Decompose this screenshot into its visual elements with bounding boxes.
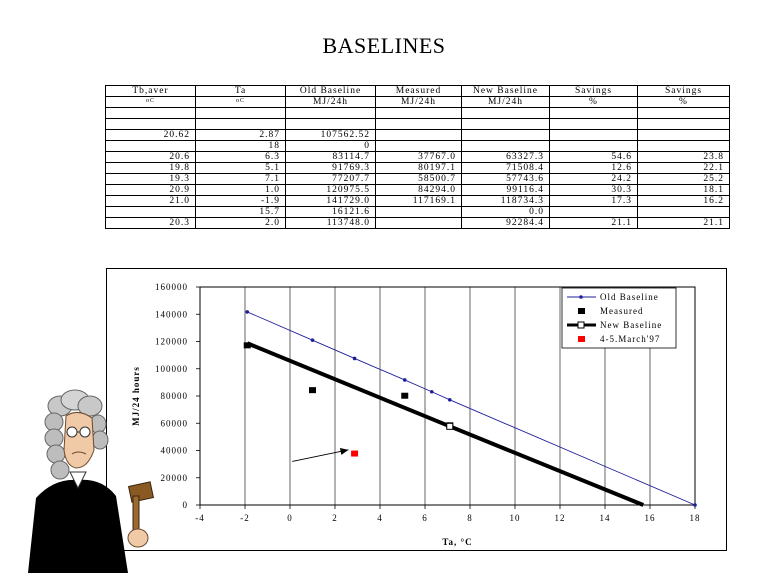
table-cell: 7.1 [196, 174, 286, 185]
x-tick-label: -4 [195, 513, 205, 523]
table-cell: 20.62 [106, 130, 196, 141]
x-tick-label: 0 [287, 513, 293, 523]
table-cell: 19.3 [106, 174, 196, 185]
legend-label: Old Baseline [600, 292, 659, 302]
judge-illustration [20, 388, 155, 573]
table-cell: 2.0 [196, 218, 286, 229]
x-tick-label: 14 [599, 513, 611, 523]
old-baseline-point [693, 503, 697, 507]
table-cell: 20.6 [106, 152, 196, 163]
table-cell: MJ/24h [376, 97, 462, 108]
legend-swatch-marker [578, 322, 584, 328]
table-cell: 17.3 [550, 196, 638, 207]
table-cell: Measured [376, 86, 462, 97]
legend-swatch-marker [578, 336, 585, 342]
table-cell: Tb,aver [106, 86, 196, 97]
x-tick-label: 16 [644, 513, 656, 523]
table-cell: 16.2 [638, 196, 730, 207]
legend-label: 4-5.March'97 [600, 334, 661, 344]
table-cell: 107562.52 [286, 130, 376, 141]
table-cell: oC [196, 97, 286, 108]
table-cell: 21.0 [106, 196, 196, 207]
old-baseline-point [353, 357, 357, 361]
table-cell: 1.0 [196, 185, 286, 196]
table-cell: 2.87 [196, 130, 286, 141]
table-cell: 21.1 [550, 218, 638, 229]
legend-swatch-marker [579, 295, 583, 299]
table-cell: 84294.0 [376, 185, 462, 196]
table-cell: 23.8 [638, 152, 730, 163]
new-baseline-point [447, 423, 453, 429]
table-cell: 22.1 [638, 163, 730, 174]
table-cell: 21.1 [638, 218, 730, 229]
table-cell: % [550, 97, 638, 108]
table-cell: 24.2 [550, 174, 638, 185]
table-cell: 19.8 [106, 163, 196, 174]
table-cell: 25.2 [638, 174, 730, 185]
x-tick-label: 4 [377, 513, 383, 523]
table-cell: 5.1 [196, 163, 286, 174]
old-baseline-point [403, 378, 407, 382]
y-tick-label: 140000 [155, 309, 188, 320]
table-cell: 117169.1 [376, 196, 462, 207]
table-cell: % [638, 97, 730, 108]
old-baseline-point [245, 310, 249, 314]
y-tick-label: 60000 [160, 418, 188, 429]
table-cell: oC [106, 97, 196, 108]
legend-label: Measured [600, 306, 644, 316]
table-cell: 113748.0 [286, 218, 376, 229]
table-cell: 63327.3 [462, 152, 550, 163]
x-tick-label: -2 [240, 513, 250, 523]
x-tick-label: 18 [689, 513, 701, 523]
table-cell: 92284.4 [462, 218, 550, 229]
legend-label: New Baseline [600, 320, 663, 330]
table-cell: 6.3 [196, 152, 286, 163]
x-tick-label: 8 [467, 513, 473, 523]
table-cell: MJ/24h [462, 97, 550, 108]
table-cell: Ta [196, 86, 286, 97]
old-baseline-point [311, 338, 315, 342]
x-tick-label: 12 [554, 513, 566, 523]
y-tick-label: 40000 [160, 445, 188, 456]
table-cell: Savings [638, 86, 730, 97]
x-tick-label: 10 [509, 513, 521, 523]
table-cell: Old Baseline [286, 86, 376, 97]
x-tick-label: 2 [332, 513, 338, 523]
old-baseline-point [448, 398, 452, 402]
table-cell: 30.3 [550, 185, 638, 196]
table-cell: 0.0 [462, 207, 550, 218]
y-tick-label: 100000 [155, 363, 188, 374]
page-title: BASELINES [322, 33, 446, 58]
y-tick-label: 20000 [160, 472, 188, 483]
x-tick-label: 6 [422, 513, 428, 523]
table-cell: 18 [196, 141, 286, 152]
table-cell: New Baseline [462, 86, 550, 97]
table-cell: 20.3 [106, 218, 196, 229]
y-tick-label: 160000 [155, 282, 188, 292]
table-cell: -1.9 [196, 196, 286, 207]
table-cell: MJ/24h [286, 97, 376, 108]
legend-swatch-marker [578, 308, 585, 314]
table-cell: 18.1 [638, 185, 730, 196]
table-cell: 120975.5 [286, 185, 376, 196]
old-baseline-point [430, 390, 434, 394]
table-cell: 141729.0 [286, 196, 376, 207]
y-tick-label: 120000 [155, 336, 188, 347]
measured-point [309, 387, 316, 393]
table-cell: 12.6 [550, 163, 638, 174]
table-cell: 77207.7 [286, 174, 376, 185]
table-cell: 16121.6 [286, 207, 376, 218]
y-tick-label: 0 [182, 500, 188, 510]
table-cell: 0 [286, 141, 376, 152]
y-axis-label: MJ/24 hours [131, 366, 141, 426]
y-tick-label: 80000 [160, 391, 188, 401]
table-cell: 71508.4 [462, 163, 550, 174]
table-cell: 58500.7 [376, 174, 462, 185]
table-cell: 20.9 [106, 185, 196, 196]
table-cell: 83114.7 [286, 152, 376, 163]
table-cell: 118734.3 [462, 196, 550, 207]
table-cell: 37767.0 [376, 152, 462, 163]
table-cell: 80197.1 [376, 163, 462, 174]
table-cell: 15.7 [196, 207, 286, 218]
table-cell: 54.6 [550, 152, 638, 163]
table-cell: 99116.4 [462, 185, 550, 196]
march-point [351, 451, 358, 457]
table-cell: 91769.3 [286, 163, 376, 174]
table-cell: Savings [550, 86, 638, 97]
measured-point [401, 393, 408, 399]
table-cell: 57743.6 [462, 174, 550, 185]
x-axis-label: Ta, °C [442, 537, 473, 547]
